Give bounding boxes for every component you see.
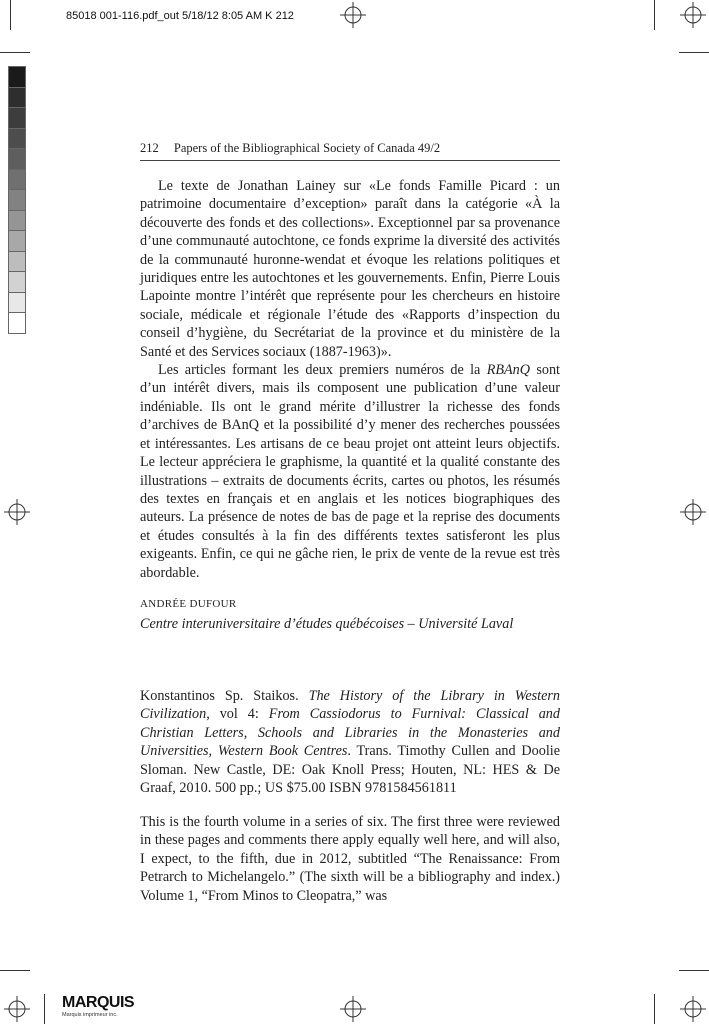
registration-mark-icon (680, 996, 706, 1022)
gray-swatch (8, 292, 26, 313)
gray-swatch (8, 210, 26, 231)
paragraph: Les articles formant les deux premiers numéros de la RBAnQ sont d’un intérêt divers, mais ils composent une publication d’une valeur indéniable. Ils ont le grand mérite d’illustrer la richesse des fonds d’archives de BAnQ et la possibilité d’y mener des recherches poussées et intéressantes. Les artisans de ce beau projet ont atteint leurs objectifs. Le lecteur appréciera le graphisme, la quantité et la qualité constante des illustrations – extraits de documents écrits, cartes ou photos, les résumés des textes en français et en anglais et les notices biographiques des auteurs. La présence de notes de bas de page et la reprise des documents et études consultés à la fin des différents textes satisferont les plus exigeants. Enfin, ce qui ne gâche rien, le prix de vente de la revue est très abordable. (140, 362, 560, 581)
gray-swatch (8, 251, 26, 272)
gray-swatch (8, 128, 26, 149)
registration-mark-icon (680, 499, 706, 525)
registration-mark-icon (680, 2, 706, 28)
registration-mark-icon (4, 996, 30, 1022)
gray-swatch (8, 189, 26, 210)
printer-logo (62, 994, 134, 1018)
gray-swatch (8, 148, 26, 169)
reviewer-affiliation: Centre interuniversitaire d’études québécoises – Université Laval (140, 616, 514, 632)
body-text (140, 177, 560, 582)
registration-mark-icon (4, 499, 30, 525)
gray-swatch (8, 87, 26, 108)
logo-tagline: Marquis imprimeur inc. (62, 1012, 118, 1018)
page-number: 212 (140, 141, 159, 155)
gray-swatch (8, 169, 26, 190)
crop-mark (654, 994, 655, 1024)
print-slug: 85018 001-116.pdf_out 5/18/12 8:05 AM K 212 (66, 10, 294, 22)
gray-swatch (8, 107, 26, 128)
running-head (140, 141, 560, 161)
paragraph: This is the fourth volume in a series of six. The first three were reviewed in these pages and comments there apply equally well here, and will also, I expect, to the fifth, due in 2012, subtitled “The Renaissance: From Petrarch to Michelangelo.” (The sixth will be a bibliography and index.) Volume 1, “From Minos to Cleopatra,” was (140, 814, 560, 904)
gray-swatch (8, 271, 26, 292)
crop-mark (679, 970, 709, 971)
journal-title: Papers of the Bibliographical Society of Canada 49/2 (173, 141, 441, 155)
registration-mark-icon (340, 996, 366, 1022)
crop-mark (654, 0, 655, 30)
paragraph: Le texte de Jonathan Lainey sur «Le fonds Famille Picard : un patrimoine documentaire d’exception» paraît dans la catégorie «À la découverte des fonds et des collections». Exceptionnel par sa provenance d’une communauté autochtone, ce fonds exprime la diversité des activités de la communauté huronne-wendat et évoque les relations politiques et juridiques entre les autochtones et les gouvernements. Enfin, Pierre Louis Lapointe montre l’intérêt que représente pour les chercheurs en histoire sociale, médicale et régionale l’étude des «Rapports d’inspection du conseil d’hygiène, du Secrétariat de la province et du ministère de la Santé et des Services sociaux (1887-1963)». (140, 178, 560, 360)
gray-swatch (8, 230, 26, 251)
review-text (140, 813, 560, 905)
logo-name: MARQUIS (62, 994, 135, 1011)
reviewer-name: ANDRÉE DUFOUR (140, 598, 237, 610)
crop-mark (0, 52, 30, 53)
grayscale-bars (8, 66, 26, 334)
book-citation: Konstantinos Sp. Staikos. The History of the Library in Western Civilization, vol 4: From Cassiodorus to Furnival: Classical and Christian Letters, Schools and Libraries in the Monasteries and Universities, Western Book Centres. Trans. Timothy Cullen and Doolie Sloman. New Castle, DE: Oak Knoll Press; Houten, NL: HES & De Graaf, 2010. 500 pp.; US $75.00 ISBN 9781584561811 (140, 688, 560, 797)
crop-mark (10, 0, 11, 30)
crop-mark (44, 994, 45, 1024)
registration-mark-icon (340, 2, 366, 28)
gray-swatch (8, 312, 26, 334)
gray-swatch (8, 66, 26, 87)
crop-mark (0, 970, 30, 971)
crop-mark (679, 52, 709, 53)
